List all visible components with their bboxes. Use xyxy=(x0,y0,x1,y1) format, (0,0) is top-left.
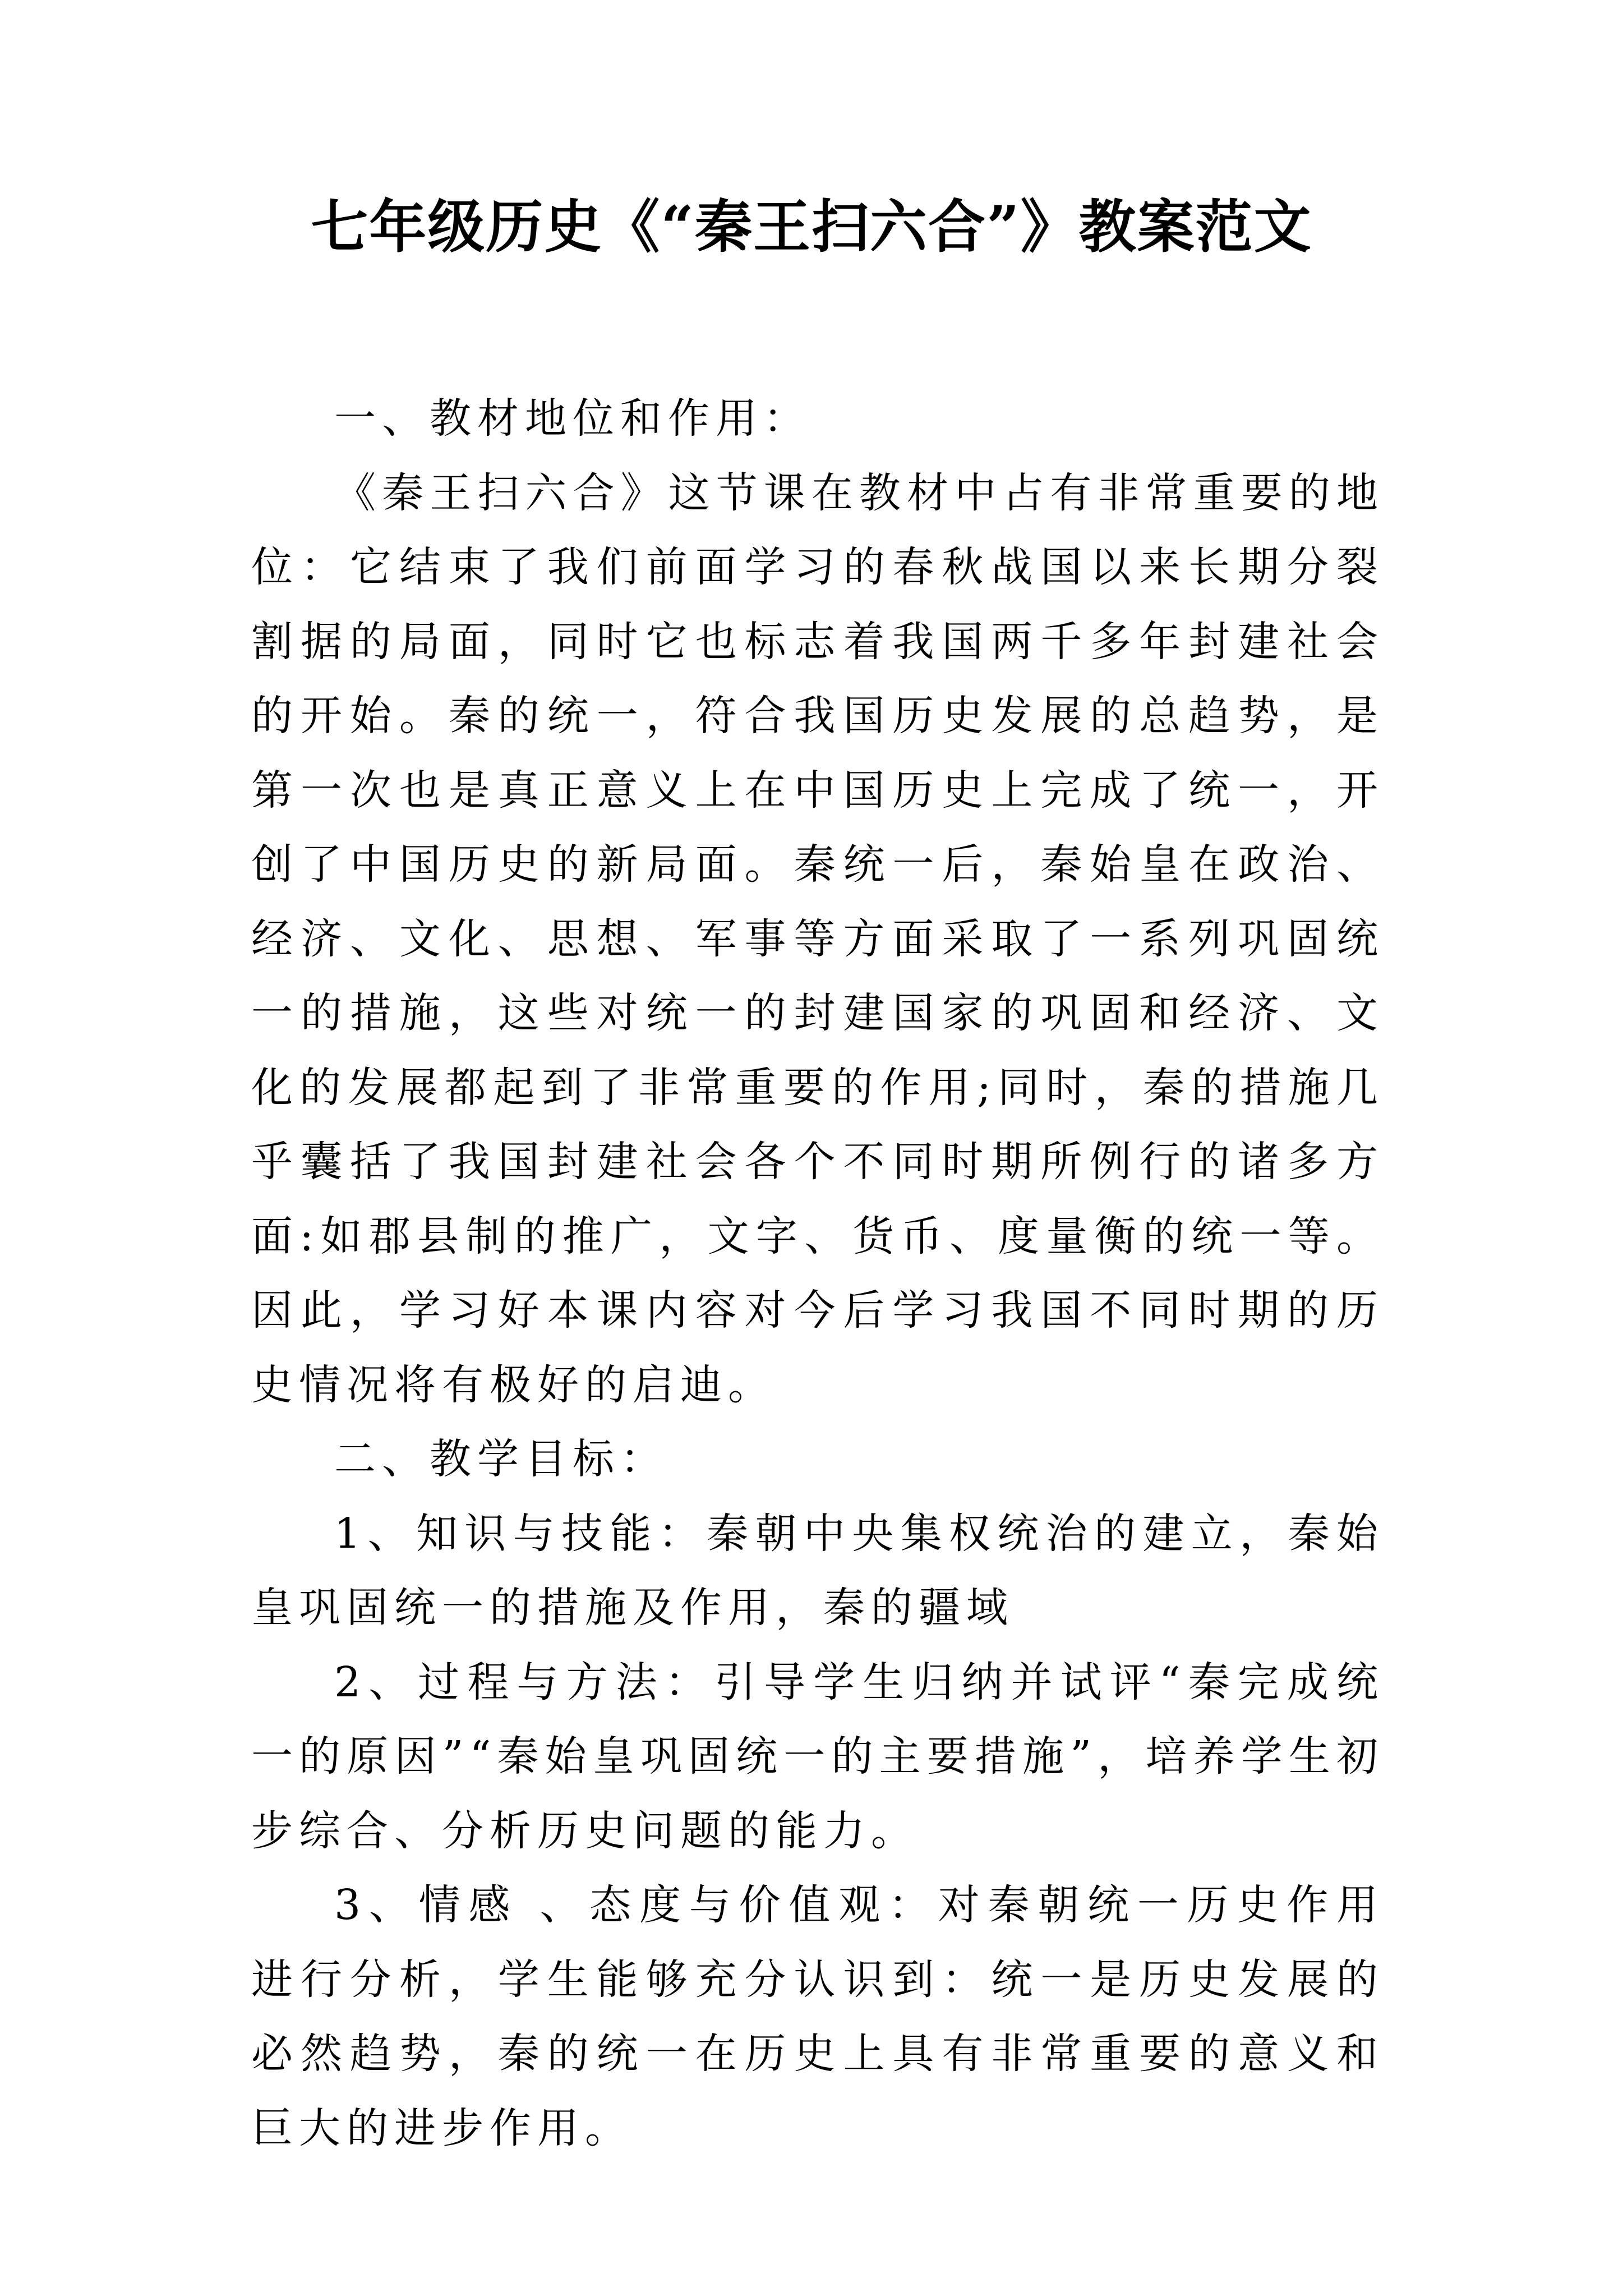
section-heading-textbook-role: 一、教材地位和作用： xyxy=(334,394,811,443)
goal-process-methods: 2、过程与方法：引导学生归纳并试评“秦完成统一的原因”“秦始皇巩固统一的主要措施”，培养学生初步综合、分析历史问题的能力。 xyxy=(251,1658,1384,1855)
goal-emotion-attitude-values: 3、情感 、态度与价值观：对秦朝统一历史作用进行分析，学生能够充分认识到：统一是历史发展的必然趋势，秦的统一在历史上具有非常重要的意义和巨大的进步作用。 xyxy=(251,1881,1384,2152)
goal-knowledge-skills: 1、知识与技能：秦朝中央集权统治的建立，秦始皇巩固统一的措施及作用，秦的疆域 xyxy=(251,1509,1384,1632)
paragraph-textbook-role: 《秦王扫六合》这节课在教材中占有非常重要的地位：它结束了我们前面学习的春秋战国以来长期分裂割据的局面，同时它也标志着我国两千多年封建社会的开始。秦的统一，符合我国历史发展的总趋势，是第一次也是真正意义上在中国历史上完成了统一，开创了中国历史的新局面。秦统一后，秦始皇在政治、经济、文化、思想、军事等方面采取了一系列巩固统一的措施，这些对统一的封建国家的巩固和经济、文化的发展都起到了非常重要的作用;同时，秦的措施几乎囊括了我国封建社会各个不同时期所例行的诸多方面:如郡县制的推广，文字、货币、度量衡的统一等。因此，学习好本课内容对今后学习我国不同时期的历史情况将有极好的启迪。 xyxy=(251,468,1384,1409)
document-title: 七年级历史《“秦王扫六合”》教案范文 xyxy=(311,194,1312,261)
document-body xyxy=(251,381,1384,2165)
section-heading-teaching-goals: 二、教学目标： xyxy=(334,1435,668,1483)
